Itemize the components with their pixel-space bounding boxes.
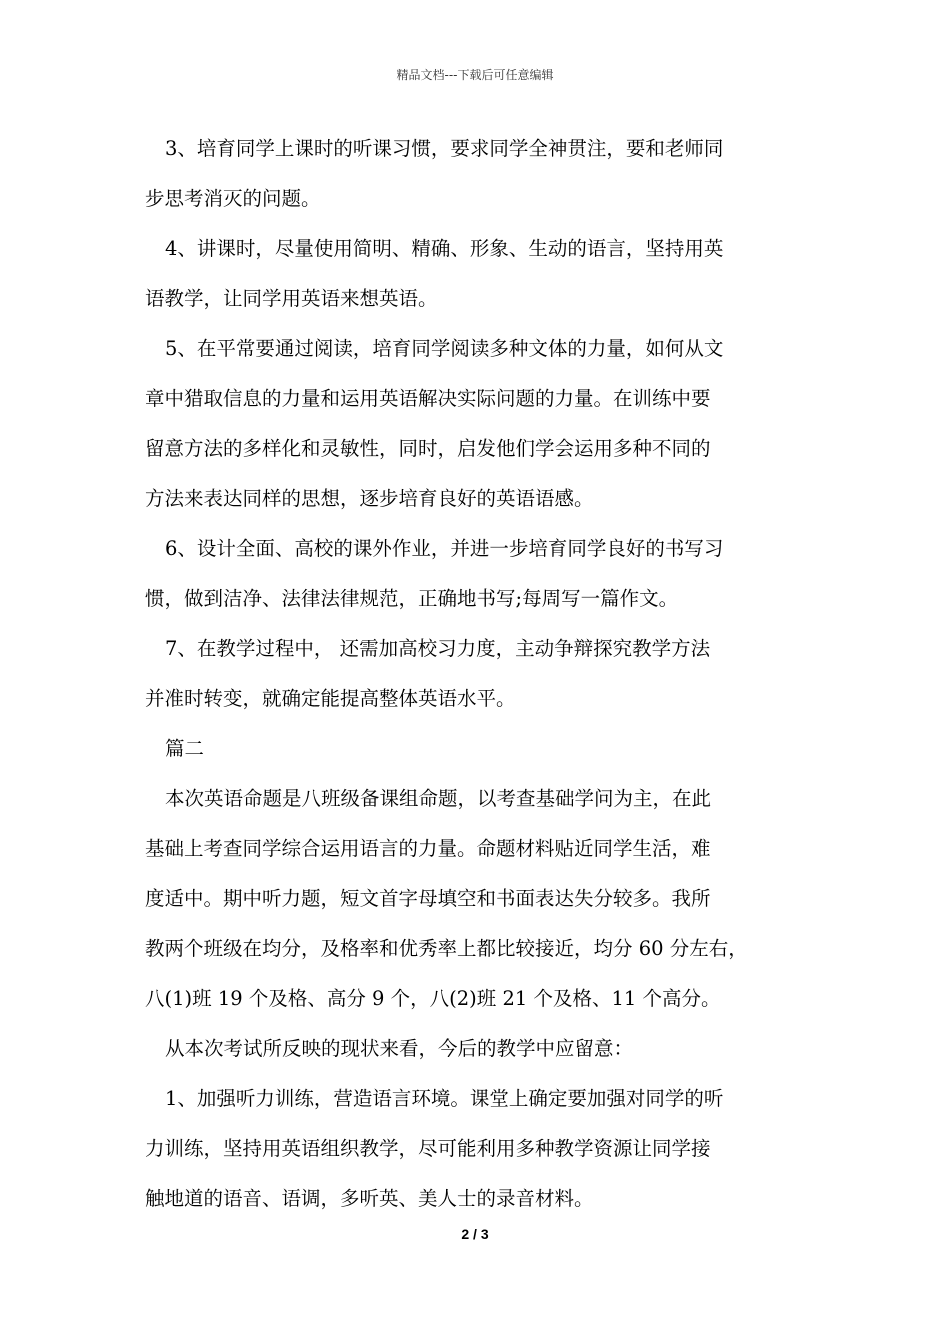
document-body (145, 124, 810, 1224)
text-line: 6、设计全面、高校的课外作业，并进一步培育同学良好的书写习 (165, 537, 724, 560)
text-line: 惯，做到洁净、法律法律规范，正确地书写;每周写一篇作文。 (145, 587, 679, 610)
text-line: 方法来表达同样的思想，逐步培育良好的英语语感。 (145, 487, 594, 510)
text-line: 篇二 (165, 737, 205, 760)
text-line: 教两个班级在均分，及格率和优秀率上都比较接近，均分 60 分左右， (145, 937, 748, 960)
text-line: 八(1)班 19 个及格、高分 9 个，八(2)班 21 个及格、11 个高分。 (145, 987, 721, 1010)
text-line: 触地道的语音、语调，多听英、美人士的录音材料。 (145, 1187, 594, 1210)
text-line: 度适中。期中听力题，短文首字母填空和书面表达失分较多。我所 (145, 887, 711, 910)
text-line: 3、培育同学上课时的听课习惯，要求同学全神贯注，要和老师同 (165, 137, 724, 160)
text-line: 并准时转变，就确定能提高整体英语水平。 (145, 687, 516, 710)
text-line: 1、加强听力训练，营造语言环境。课堂上确定要加强对同学的听 (165, 1087, 724, 1110)
text-line: 语教学，让同学用英语来想英语。 (145, 287, 438, 310)
text-line: 章中猎取信息的力量和运用英语解决实际问题的力量。在训练中要 (145, 387, 711, 410)
page-number: 2 / 3 (461, 1226, 489, 1242)
text-line: 力训练，坚持用英语组织教学，尽可能利用多种教学资源让同学接 (145, 1137, 711, 1160)
text-line: 基础上考查同学综合运用语言的力量。命题材料贴近同学生活，难 (145, 837, 711, 860)
text-line: 留意方法的多样化和灵敏性，同时，启发他们学会运用多种不同的 (145, 437, 711, 460)
text-line: 本次英语命题是八班级备课组命题，以考查基础学问为主，在此 (165, 787, 712, 810)
text-line: 7、在教学过程中， 还需加高校习力度，主动争辩探究教学方法 (165, 637, 711, 660)
text-line: 步思考消灭的问题。 (145, 187, 321, 210)
page-header: 精品文档---下载后可任意编辑 (396, 68, 554, 82)
text-line: 5、在平常要通过阅读，培育同学阅读多种文体的力量，如何从文 (165, 337, 724, 360)
text-line: 从本次考试所反映的现状来看，今后的教学中应留意： (165, 1037, 634, 1060)
text-line: 4、讲课时，尽量使用简明、精确、形象、生动的语言，坚持用英 (165, 237, 724, 260)
